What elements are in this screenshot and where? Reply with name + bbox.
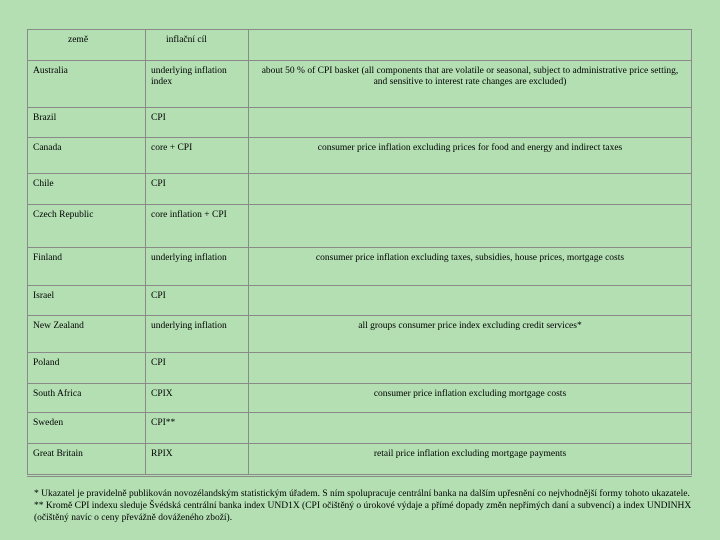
- header-target: inflační cíl: [146, 30, 249, 61]
- note-cell: consumer price inflation excluding prices for food and energy and indirect taxes: [249, 138, 692, 174]
- table-row: [28, 138, 692, 174]
- note-cell: [249, 413, 692, 444]
- table-row: [28, 286, 692, 316]
- inflation-target-table: [27, 29, 692, 475]
- target-cell: core inflation + CPI: [146, 205, 249, 248]
- note-cell: [249, 286, 692, 316]
- table-row: [28, 108, 692, 138]
- note-cell: [249, 353, 692, 384]
- table-row: [28, 316, 692, 353]
- footnote-single-star: * Ukazatel je pravidelně publikován novozélandským statistickým úřadem. S ním spolupracuje centrální banka na dalším upřesnění co nejvhodnější formy tohoto ukazatele.: [34, 489, 690, 499]
- target-cell: CPI: [146, 286, 249, 316]
- target-cell: CPI: [146, 108, 249, 138]
- note-cell: retail price inflation excluding mortgage payments: [249, 444, 692, 475]
- note-cell: [249, 205, 692, 248]
- footnote-double-star: ** Kromě CPI indexu sleduje Švédská centrální banka index UND1X (CPI očištěný o úrokové výdaje a přímé dopady změn nepřímých daní a subvencí) a index UNDINHX (očištěný navíc o ceny převážně dováženého zboží).: [34, 501, 692, 523]
- country-cell: Sweden: [28, 413, 146, 444]
- country-cell: Czech Republic: [28, 205, 146, 248]
- target-cell: CPI: [146, 174, 249, 205]
- table-row: [28, 444, 692, 475]
- note-cell: consumer price inflation excluding taxes, subsidies, house prices, mortgage costs: [249, 248, 692, 286]
- table-row: [28, 205, 692, 248]
- country-cell: Israel: [28, 286, 146, 316]
- country-cell: Canada: [28, 138, 146, 174]
- target-cell: CPIX: [146, 384, 249, 413]
- target-cell: CPI: [146, 353, 249, 384]
- target-cell: CPI**: [146, 413, 249, 444]
- note-cell: [249, 174, 692, 205]
- header-note: [249, 30, 692, 61]
- target-cell: underlying inflation index: [146, 61, 249, 108]
- note-cell: [249, 108, 692, 138]
- table-row: [28, 174, 692, 205]
- table-row: [28, 353, 692, 384]
- target-cell: core + CPI: [146, 138, 249, 174]
- table-header-row: [28, 30, 692, 61]
- target-cell: underlying inflation: [146, 248, 249, 286]
- country-cell: Chile: [28, 174, 146, 205]
- target-cell: RPIX: [146, 444, 249, 475]
- note-cell: about 50 % of CPI basket (all components that are volatile or seasonal, subject to administrative price setting, and sensitive to interest rate changes are excluded): [249, 61, 692, 108]
- footnotes: [34, 488, 694, 524]
- table-bottom-border: [27, 476, 692, 477]
- target-cell: underlying inflation: [146, 316, 249, 353]
- note-cell: consumer price inflation excluding mortgage costs: [249, 384, 692, 413]
- table-row: [28, 248, 692, 286]
- country-cell: New Zealand: [28, 316, 146, 353]
- country-cell: Finland: [28, 248, 146, 286]
- table-row: [28, 384, 692, 413]
- table-row: [28, 61, 692, 108]
- country-cell: Brazil: [28, 108, 146, 138]
- table-row: [28, 413, 692, 444]
- country-cell: South Africa: [28, 384, 146, 413]
- note-cell: all groups consumer price index excluding credit services*: [249, 316, 692, 353]
- country-cell: Australia: [28, 61, 146, 108]
- header-country: země: [28, 30, 146, 61]
- country-cell: Great Britain: [28, 444, 146, 475]
- country-cell: Poland: [28, 353, 146, 384]
